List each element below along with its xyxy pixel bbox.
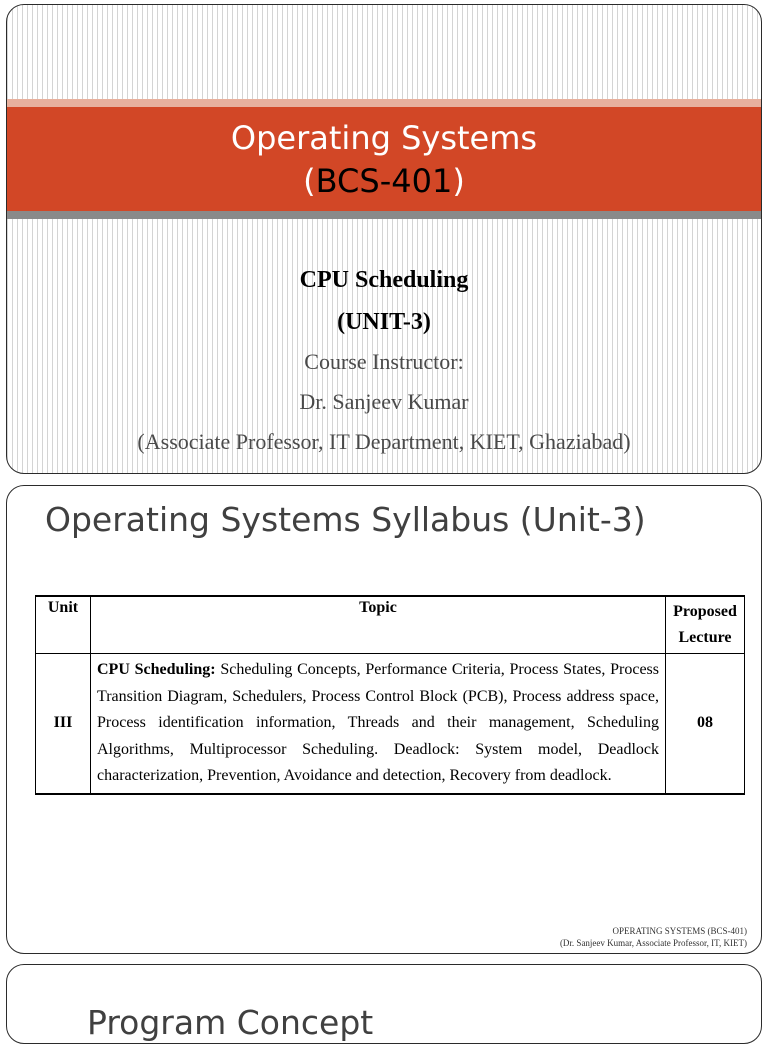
header-proposed-lecture: Proposed Lecture xyxy=(666,596,745,654)
syllabus-table-header-row xyxy=(36,596,745,654)
title-band-bottom-stripe xyxy=(7,211,761,219)
header-unit: Unit xyxy=(36,596,91,654)
course-code-open: ( xyxy=(303,162,316,200)
instructor-name: Dr. Sanjeev Kumar xyxy=(299,389,469,414)
unit-cell: III xyxy=(36,654,91,794)
footer-course: OPERATING SYSTEMS (BCS-401) xyxy=(612,926,747,936)
instructor-affiliation: (Associate Professor, IT Department, KIET, Ghaziabad) xyxy=(137,429,631,454)
syllabus-table xyxy=(35,595,745,795)
course-code-close: ) xyxy=(452,162,465,200)
title-slide xyxy=(6,4,762,474)
unit-topic: CPU Scheduling xyxy=(299,267,469,293)
lecture-count-cell: 08 xyxy=(666,654,745,794)
title-band-top-stripe xyxy=(7,99,761,107)
topic-body: Scheduling Concepts, Performance Criteria, Process States, Process Transition Diagram, Schedulers, Process Control Block (PCB), Process address space, Process identification information, Threads and their management, Scheduling Algorithms, Multiprocessor Scheduling. Deadlock: System model, Deadlock characterization, Prevention, Avoidance and detection, Recovery from deadlock. xyxy=(97,661,660,784)
topic-cell xyxy=(91,654,666,794)
header-topic: Topic xyxy=(91,596,666,654)
title-band xyxy=(7,107,761,211)
table-row xyxy=(36,654,745,794)
instructor-label: Course Instructor: xyxy=(304,349,464,374)
syllabus-title: Operating Systems Syllabus (Unit-3) xyxy=(45,500,646,539)
unit-number: (UNIT-3) xyxy=(337,309,431,335)
topic-heading: CPU Scheduling: xyxy=(97,661,216,678)
footer-author: (Dr. Sanjeev Kumar, Associate Professor, IT, KIET) xyxy=(559,938,747,948)
syllabus-slide xyxy=(6,485,762,954)
program-concept-slide xyxy=(6,964,762,1044)
program-concept-title: Program Concept xyxy=(87,1003,374,1042)
course-code xyxy=(7,162,761,200)
course-code-text: BCS-401 xyxy=(315,162,453,200)
deck-title: Operating Systems xyxy=(230,119,538,157)
